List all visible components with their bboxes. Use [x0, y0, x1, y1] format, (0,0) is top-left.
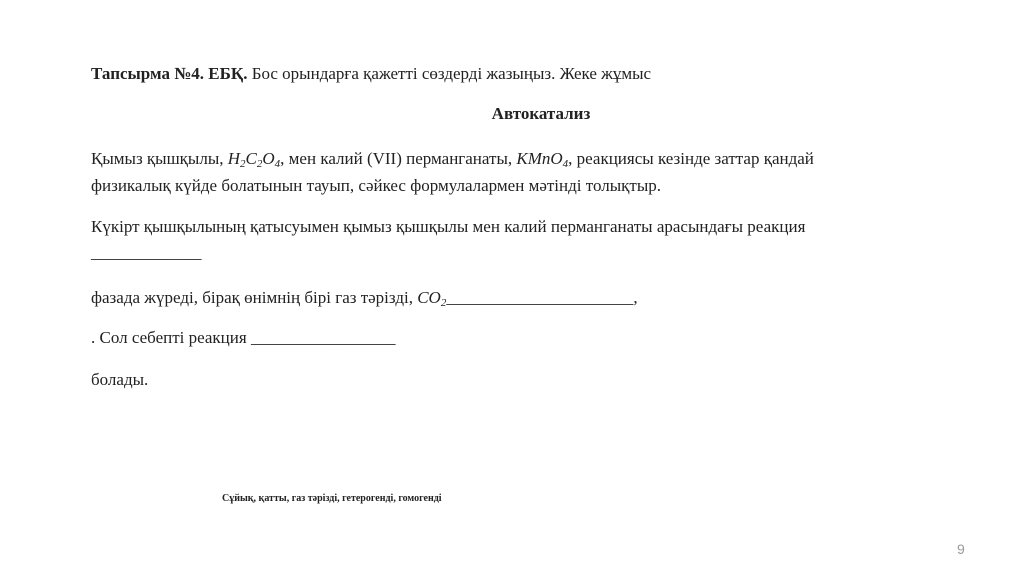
formula-h: H: [227, 149, 241, 168]
paragraph3: [91, 287, 638, 309]
p4-text: . Сол себепті реакция: [91, 328, 251, 347]
p1-part1: Қымыз қышқылы,: [91, 149, 228, 168]
formula-co2: [417, 288, 446, 307]
blank-3: _________________: [250, 328, 396, 347]
task-title-bold: Тапсырма №4. ЕБҚ.: [91, 64, 248, 83]
formula-kmno-sub: 4: [562, 158, 569, 170]
formula-o: O: [262, 149, 275, 168]
p3-comma: ,: [633, 288, 638, 307]
task-title-rest: Бос орындарға қажетті сөздерді жазыңыз. Жеке жұмыс: [247, 64, 652, 83]
paragraph4: [91, 327, 395, 349]
blank-2: ______________________: [446, 288, 634, 307]
task-title: [91, 63, 651, 85]
paragraph1-line2: физикалық күйде болатынын тауып, сәйкес формулалармен мәтінді толықтыр.: [91, 176, 661, 195]
heading: Автокатализ: [491, 104, 591, 123]
p1-part2: , мен калий (VII) перманганаты,: [280, 149, 517, 168]
paragraph5: болады.: [91, 370, 149, 389]
p3-text: фазада жүреді, бірақ өнімнің бірі газ тәрізді,: [91, 288, 418, 307]
formula-c-sub: 2: [256, 158, 263, 170]
p1-part3: , реакциясы кезінде заттар қандай: [568, 149, 814, 168]
formula-o-sub: 4: [274, 158, 281, 170]
formula-kmno4: [516, 149, 568, 168]
formula-h-sub: 2: [240, 158, 246, 170]
formula-kmno: KMnO: [516, 149, 563, 168]
answer-options: Сұйық, қатты, газ тәрізді, гетерогенді, гомогенді: [222, 493, 442, 504]
formula-oxalic-acid: [228, 149, 280, 168]
blank-1: _____________: [91, 243, 202, 262]
formula-c: C: [245, 149, 257, 168]
formula-co-sub: 2: [440, 297, 447, 309]
formula-co: CO: [417, 288, 441, 307]
paragraph2-line1: Күкірт қышқылының қатысуымен қымыз қышқылы мен калий перманганаты арасындағы реакция: [91, 217, 806, 236]
paragraph1-line1: [91, 148, 814, 170]
page-number: 9: [957, 541, 965, 557]
